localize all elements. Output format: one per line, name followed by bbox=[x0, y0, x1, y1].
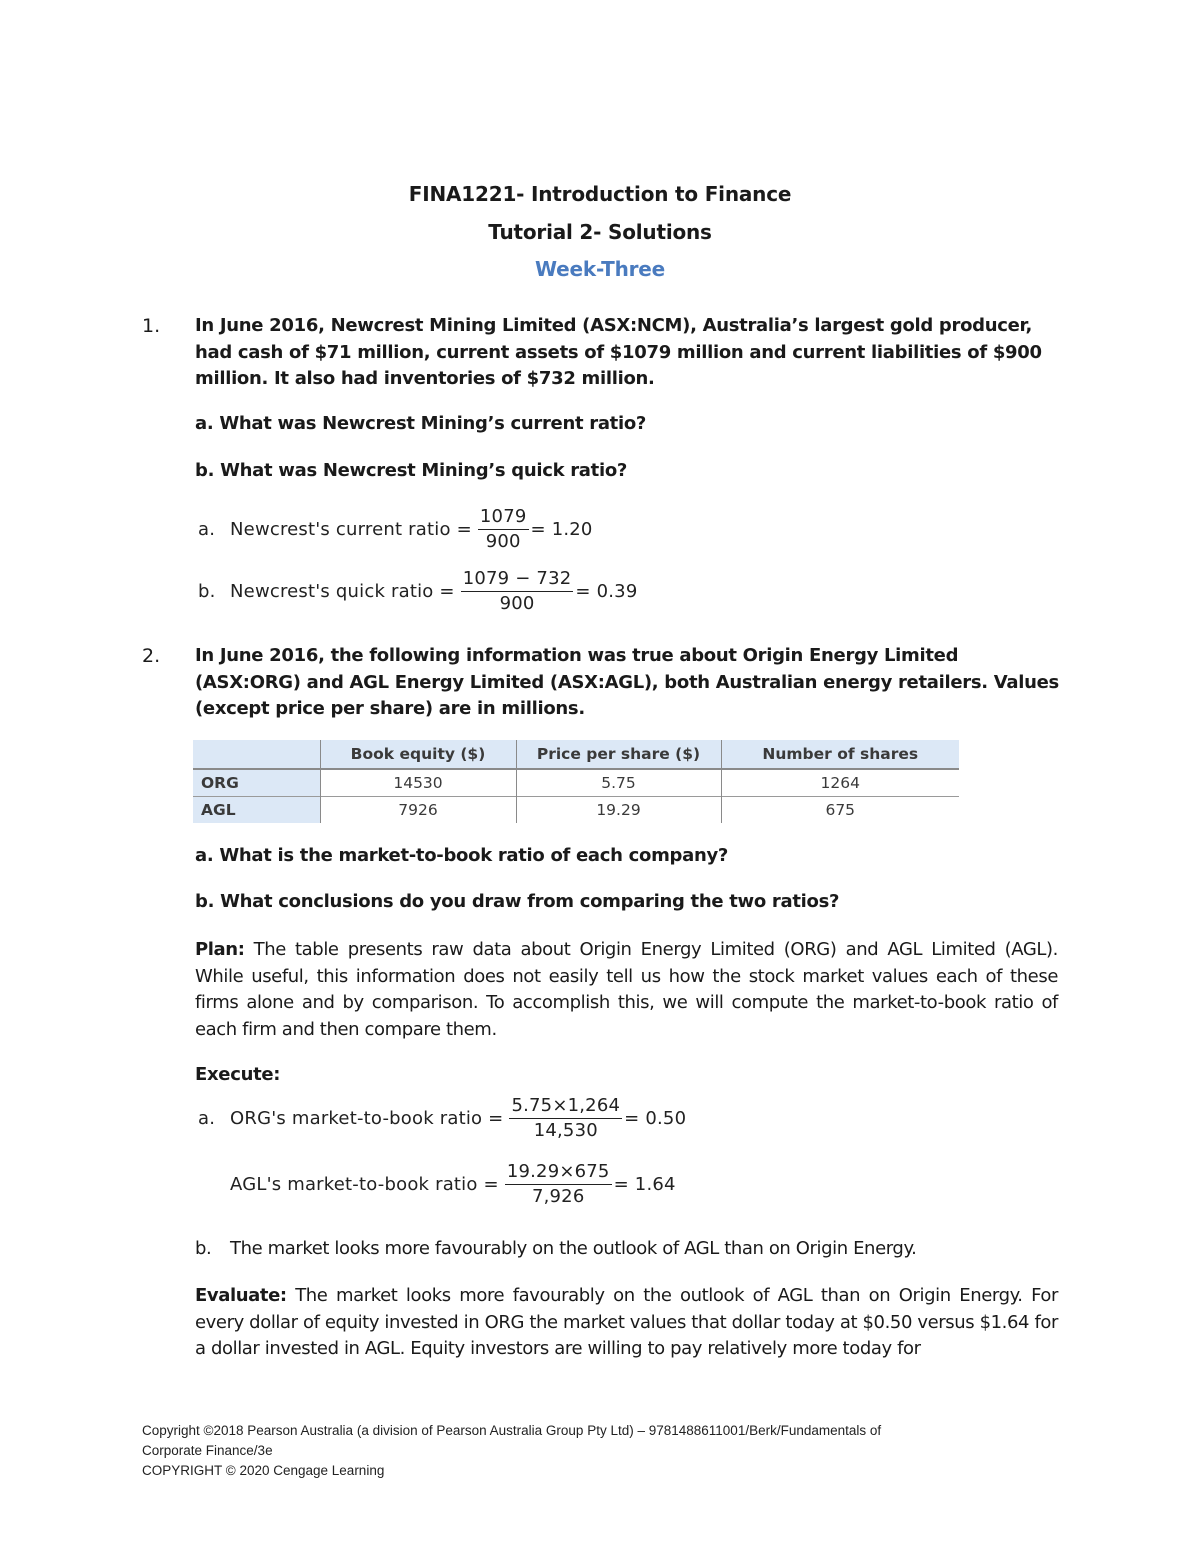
table-row bbox=[193, 797, 959, 824]
equation-result: = 1.64 bbox=[613, 1174, 676, 1195]
answer-marker: b. bbox=[195, 1238, 212, 1259]
answer-2b bbox=[195, 1236, 1058, 1263]
equation-label: Newcrest's current ratio = bbox=[230, 519, 472, 540]
table-cell: 675 bbox=[721, 797, 959, 824]
equation-result: = 1.20 bbox=[530, 519, 593, 540]
answer-marker: a. bbox=[198, 519, 216, 540]
answer-1a-equation bbox=[198, 507, 593, 552]
table-row bbox=[193, 769, 959, 797]
footer-copyright-line-3: COPYRIGHT © 2020 Cengage Learning bbox=[142, 1463, 385, 1478]
company-data-table bbox=[193, 740, 959, 823]
equation-result: = 0.39 bbox=[575, 581, 638, 602]
question-2-part-b: b. What conclusions do you draw from comparing the two ratios? bbox=[195, 891, 840, 912]
plan-text: The table presents raw data about Origin Energy Limited (ORG) and AGL Limited (AGL). While useful, this information does not easily tell us how the stock market values each of these firms alone and by comparison. To accomplish this, we will compute the market-to-book ratio of each firm and then compare them. bbox=[195, 939, 1058, 1040]
evaluate-text: The market looks more favourably on the outlook of AGL than on Origin Energy. For every dollar of equity invested in ORG the market values that dollar today at $0.50 versus $1.64 for a dollar invested in AGL. Equity investors are willing to pay relatively more today for bbox=[195, 1285, 1058, 1359]
denominator: 900 bbox=[485, 531, 521, 552]
denominator: 14,530 bbox=[533, 1120, 598, 1141]
row-label: AGL bbox=[193, 797, 320, 824]
page-footer bbox=[142, 1421, 881, 1481]
row-label: ORG bbox=[193, 769, 320, 797]
week-heading: Week-Three bbox=[534, 257, 665, 281]
table-header-cell bbox=[193, 740, 320, 769]
numerator: 19.29×675 bbox=[505, 1162, 612, 1185]
execute-label: Execute: bbox=[195, 1064, 281, 1085]
answer-marker: a. bbox=[198, 1108, 216, 1129]
table-header-cell: Number of shares bbox=[721, 740, 959, 769]
tutorial-title: Tutorial 2- Solutions bbox=[488, 220, 712, 244]
footer-copyright-line-1: Copyright ©2018 Pearson Australia (a division of Pearson Australia Group Pty Ltd) – 9781488611001/Berk/Fundamentals of bbox=[142, 1423, 882, 1438]
answer-2a-org-equation bbox=[198, 1096, 686, 1141]
question-1-text: In June 2016, Newcrest Mining Limited (ASX:NCM), Australia’s largest gold producer, had cash of $71 million, current assets of $1079 million and current liabilities of $900 million. It also had inventories of $732 million. bbox=[195, 315, 1042, 389]
table-cell: 1264 bbox=[721, 769, 959, 797]
answer-2a-agl-equation bbox=[230, 1162, 676, 1207]
denominator: 900 bbox=[499, 593, 535, 614]
equation-result: = 0.50 bbox=[624, 1108, 687, 1129]
question-1-number: 1. bbox=[142, 315, 161, 337]
evaluate-label: Evaluate: bbox=[195, 1285, 287, 1306]
table-header-cell: Book equity ($) bbox=[320, 740, 516, 769]
denominator: 7,926 bbox=[531, 1186, 585, 1207]
answer-text: The market looks more favourably on the outlook of AGL than on Origin Energy. bbox=[230, 1238, 917, 1259]
plan-label: Plan: bbox=[195, 939, 245, 960]
question-2-text: In June 2016, the following information was true about Origin Energy Limited (ASX:ORG) and AGL Energy Limited (ASX:AGL), both Australian energy retailers. Values (except price per share) are in millions. bbox=[195, 645, 1059, 719]
table-cell: 7926 bbox=[320, 797, 516, 824]
table-header-cell: Price per share ($) bbox=[516, 740, 721, 769]
table-cell: 5.75 bbox=[516, 769, 721, 797]
fraction bbox=[509, 1096, 622, 1141]
answer-1b-equation bbox=[198, 569, 638, 614]
equation-label: ORG's market-to-book ratio = bbox=[230, 1108, 504, 1129]
fraction bbox=[461, 569, 574, 614]
numerator: 1079 bbox=[478, 507, 529, 530]
question-1-part-a: a. What was Newcrest Mining’s current ratio? bbox=[195, 413, 647, 434]
answer-marker: b. bbox=[198, 581, 216, 602]
equation-label: AGL's market-to-book ratio = bbox=[230, 1174, 499, 1195]
numerator: 5.75×1,264 bbox=[509, 1096, 622, 1119]
table-cell: 19.29 bbox=[516, 797, 721, 824]
question-1-part-b: b. What was Newcrest Mining’s quick ratio? bbox=[195, 460, 628, 481]
footer-copyright-line-2: Corporate Finance/3e bbox=[142, 1443, 273, 1458]
question-2-number: 2. bbox=[142, 645, 161, 667]
plan-paragraph bbox=[195, 937, 1058, 1043]
equation-label: Newcrest's quick ratio = bbox=[230, 581, 455, 602]
numerator: 1079 − 732 bbox=[461, 569, 574, 592]
course-title: FINA1221- Introduction to Finance bbox=[408, 182, 792, 206]
fraction bbox=[505, 1162, 612, 1207]
fraction bbox=[478, 507, 529, 552]
evaluate-paragraph bbox=[195, 1283, 1058, 1363]
table-header-row bbox=[193, 740, 959, 769]
table-cell: 14530 bbox=[320, 769, 516, 797]
question-2-part-a: a. What is the market-to-book ratio of each company? bbox=[195, 845, 729, 866]
